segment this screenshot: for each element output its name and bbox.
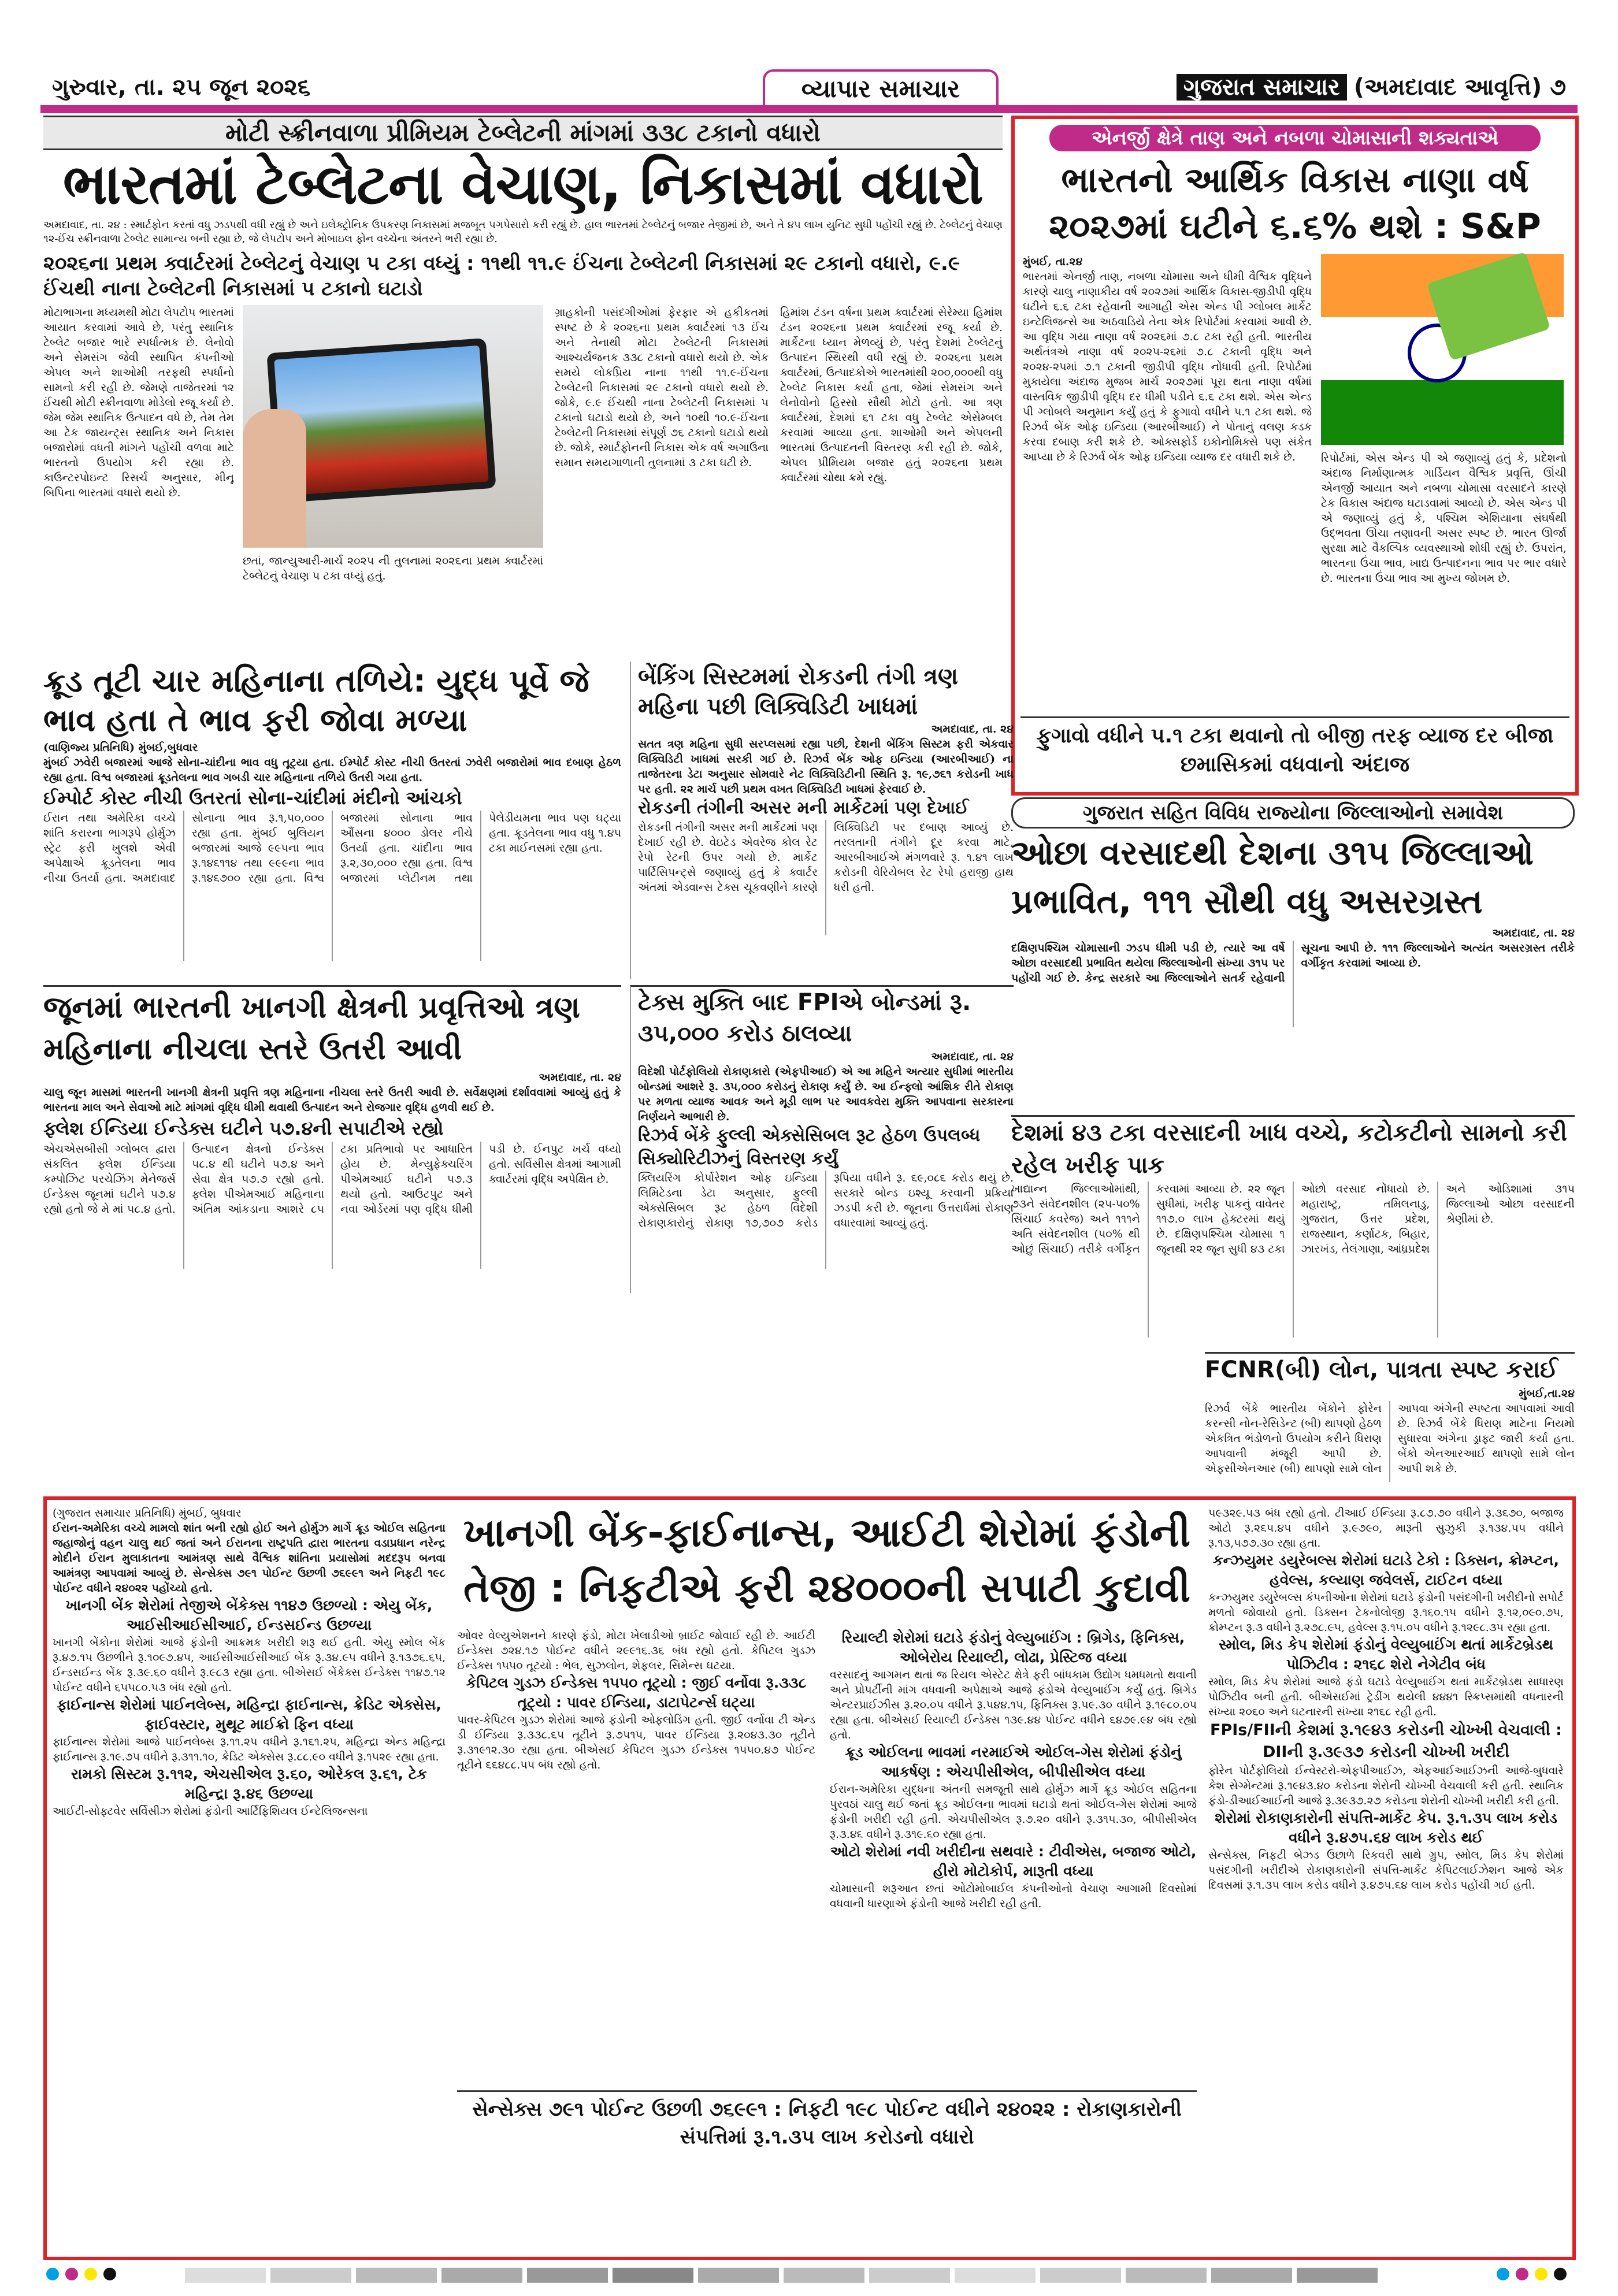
grey-strips (185, 2268, 1382, 2283)
pmi-story (43, 985, 621, 1293)
kharif-headline: દેશમાં ૪૩ ટકા વરસાદની ખાધ વચ્ચે, કટોકટીનો સામનો કરી રહેલ ખરીફ પાક (1011, 1120, 1567, 1179)
market-right3: સ્મોલ, મિડ કેપ શેરોમાં આજે ફંડો ઘટાડે વેલ્યુબાઈંગ થતાં માર્કેટબ્રેડથ સાધારણ પોઝિટીવ બની હતી. બીએસઈમાં ટ્રેડીંગ થયેલી ૪૪૪૧ સ્ક્રિપ્સમાંથી વધનારની સંખ્યા ૨૦૬૦ અને ઘટનારની સંખ્યા ૨૧૬૮ રહી હતી. (1208, 1675, 1564, 1718)
color-registration-right (1497, 2268, 1570, 2283)
tablet-photo-caption: છતાં, જાન્યુઆરી-માર્ચ ૨૦૨૫ ની તુલનામાં ૨૦૨૬ના પ્રથમ ક્વાર્ટરમાં ટેબ્લેટનું વેચાણ ૫ ટકા વધ્યું હતું. (243, 555, 543, 582)
grey-strip (185, 2268, 266, 2283)
tablet-col3: ગ્રાહકોની પસંદગીઓમાં ફેરફાર એ હકીકતમાં સ્પષ્ટ છે કે ૨૦૨૬ના પ્રથમ ક્વાર્ટરમાં ૧૩ ઈંચ અને તેનાથી મોટા ટેબ્લેટની નિકાસમાં આશ્ચર્યજનક ૩૩૮ ટકાનો વધારો થયો છે. એક સમયે લોકપ્રિય નાના ૧૧થી ૧૧.૯-ઈંચના ટેબ્લેટની નિકાસમાં ૨૯ ટકાનો વધારો થયો છે. જોકે, ૯.૯ ઈંચથી નાના ટેબ્લેટની નિકાસમાં ૫ ટકાનો ઘટાડો થયો છે, અને ૧૦થી ૧૦.૯-ઈંચના ટેબ્લેટની નિકાસમાં સંપૂર્ણ ૭૬ ટકાનો ઘટાડો થયો છે. જોકે, સ્માર્ટફોનની નિકાસ એક વર્ષ અગાઉના સમાન સમયગાળાની તુલનામાં ૩ ટકા ઘટી છે. (555, 306, 769, 469)
pmi-body: એચએસબીસી ગ્લોબલ દ્વારા સંકલિત ફ્લેશ ઈન્ડિયા કમ્પોઝિટ પરચેઝિંગ મેનેજર્સ ઈન્ડેક્સ જૂનમાં ઘટીને ૫૭.૪ રહ્યો હતો જે મે માં ૫૮.૪ હતો. ઉત્પાદન ક્ષેત્રનો ઈન્ડેક્સ ૫૮.૪ થી ઘટીને ૫૭.૪ અને સેવા ક્ષેત્ર ૫૭.૭ રહ્યો હતો. ફ્લેશ પીએમઆઈ મહિનાના અંતિમ આંકડાના આશરે ૮૫ ટકા પ્રતિભાવો પર આધારિત હોય છે. મેન્યુફેક્ચરિંગ પીએમઆઈ ઘટીને ૫૭.૩ થયો હતો. આઉટપુટ અને નવા ઓર્ડરમાં પણ વૃદ્ધિ ધીમી પડી છે. ઈનપુટ ખર્ચ વધ્યો હતો. સર્વિસીસ ક્ષેત્રમાં આગામી ક્વાર્ટરમાં વૃદ્ધિ અપેક્ષિત છે. (43, 1143, 621, 1216)
grey-strip (1297, 2268, 1378, 2283)
market-credit: (ગુજરાત સમાચાર પ્રતિનિધિ) મુંબઈ, બુધવાર (53, 1507, 242, 1519)
magenta-dot (65, 2268, 78, 2280)
market-sub5: રિયાલ્ટી શેરોમાં ઘટાડે ફંડોનું વેલ્યુબાઈંગ : બ્રિગેડ, ફિનિક્સ, ઓબેરોય રિયાલ્ટી, લોઢા, પ્રેસ્ટિજ વધ્યા (841, 1629, 1185, 1666)
fpi-story (630, 985, 1014, 1293)
market-mid4: ઈરાન-અમેરિકા યુદ્ધના અંતની સમજૂતી સાથે હોર્મુઝ માર્ગે ક્રૂડ ઓઈલ સહિતના પુરવઠાં ચાલુ થઈ જતાં ક્રૂડ ઓઈલના ભાવમાં ઘટાડો થતાં ઓઈલ-ગેસ શેરોમાં આજે ફંડોની ખરીદી રહી હતી. એચપીસીએલ રૂ.૭.૨૦ વધીને રૂ.૩૧૫.૩૦, બીપીસીએલ રૂ.૩.૪૬ વધીને રૂ.૩૧૯.૬૦ રહ્યા હતા. (830, 1783, 1197, 1841)
fpi-headline: ટેક્સ મુક્તિ બાદ FPIએ બોન્ડમાં રૂ. ૩૫,૦૦૦ કરોડ ઠાલવ્યા (638, 989, 971, 1047)
market-left-col (53, 1506, 446, 2251)
tablet-story (43, 116, 1003, 656)
market-mid: ઓવર વેલ્યુએશનને કારણે ફંડો, મોટા ખેલાડીઓ બ્રાઈટ જોવાઈ રહી છે. આઈટી ઈન્ડેક્સ ૭૨૪.૧૭ પોઈન્ટ વધીને ૨૯૯૧૬.૩૬ બંધ રહ્યો હતો. કેપિટલ ગુડઝ ઈન્ડેક્સ ૧૫૫૦ તૂટયો : ભેલ, સુઝલોન, શેફલર, સિમેન્સ ઘટયા. (457, 1629, 815, 1672)
grey-strip (613, 2268, 693, 2283)
black-dot (1554, 2268, 1567, 2280)
market-right-col (1208, 1506, 1564, 2251)
economy-puzzle-image (1321, 254, 1564, 445)
pmi-dateline: અમદાવાદ, તા. ૨૪ (539, 1071, 621, 1084)
gdp-bottom-head: ફુગાવો વધીને ૫.૧ ટકા થવાનો તો બીજી તરફ વ્યાજ દર બીજા છમાસિકમાં વધવાનો અંદાજ (1020, 716, 1569, 779)
market-left4: આઈટી-સોફ્ટવેર સર્વિસીઝ શેરોમાં ફંડોની આર્ટિફિશિયલ ઈન્ટેલિજન્સના (53, 1805, 368, 1818)
market-sub11: શેરોમાં રોકાણકારોની સંપત્તિ-માર્કેટ કેપ. રૂ.૧.૩૫ લાખ કરોડ વધીને રૂ.૪૭૫.૬૪ લાખ કરોડ થઈ (1215, 1810, 1557, 1846)
gold-lead: મુંબઈ ઝવેરી બજારમાં આજે સોના-ચાંદીના ભાવ વધુ તૂટ્યા હતા. ઈમ્પોર્ટ કોસ્ટ નીચી ઉતરતાં ઝવેરી બજારોમાં ભાવ દબાણ હેઠળ રહ્યા હતા. વિશ્વ બજારમાં ક્રૂડતેલના ભાવ ગબડી ચાર મહિનાના તળિયે ઉતરી ગયા હતા. (43, 756, 621, 784)
bank-subhead: રોકડની તંગીની અસર મની માર્કેટમાં પણ દેખાઈ (638, 798, 969, 818)
market-mid-right (830, 1628, 1197, 2090)
market-mid-left (457, 1628, 815, 2090)
grey-strip (869, 2268, 950, 2283)
fpi-body: વિદેશી પોર્ટફોલિયો રોકાણકારો (એફપીઆઈ) એ આ મહિને અત્યાર સુધીમાં ભારતીય બોન્ડમાં આશરે રૂ. ૩૫,૦૦૦ કરોડનું રોકાણ કર્યું છે. આ ઈન્ફ્લો આંશિક રીતે રોકાણ પર મળતા વ્યાજ આવક અને મૂડી લાભ પર આવકવેરા મુક્તિ આપવાના સરકારના નિર્ણયને આભારી છે. (638, 1065, 1014, 1123)
market-left-text: ઈરાન-અમેરિકા વચ્ચે મામલો શાંત બની રહ્યો હોઈ અને હોર્મુઝ માર્ગે ક્રૂડ ઓઈલ સહિતના જહાજોનું વહન ચાલુ થઈ જતાં અને ઈરાનના રાષ્ટ્રપતિ દ્વારા ભારતના વડાપ્રધાન નરેન્દ્ર મોદીને ઈરાન મુલાકાતના આમંત્રણ સાથે વૈશ્વિક શાંતિના પ્રયાસોમાં મદદરૂપ બનવા આમંત્રણ આપવામાં આવ્યું છે. સેન્સેક્સ ૭૯૧ પોઈન્ટ ઉછળી ૭૬૯૯૧ અને નિફટી ૧૯૮ પોઈન્ટ વધીને ૨૪૦૨૨ પહોંચ્યો હતો. (53, 1522, 446, 1595)
bank-body2: રોકડની તંગીની અસર મની માર્કેટમાં પણ દેખાઈ રહી છે. વેઇટેડ એવરેજ કોલ રેટ રેપો રેટની ઉપર ગયો છે. માર્કેટ પાર્ટિસિપન્ટ્સે જણાવ્યું હતું કે ક્વાર્ટર અંતમાં એડવાન્સ ટેક્સ ચૂકવણીને કારણે લિક્વિડિટી પર દબાણ આવ્યું છે. તરલતાની તંગીને દૂર કરવા માટે, આરબીઆઈએ મંગળવારે રૂ. ૧.૪૧ લાખ કરોડની વેરિયેબલ રેટ રેપો હરાજી હાથ ધરી હતી. (638, 821, 1014, 894)
gold-subhead: ઈમ્પોર્ટ કોસ્ટ નીચી ઉતરતાં સોના-ચાંદીમાં મંદીનો આંચકો (43, 787, 462, 809)
gdp-headline: ભારતનો આર્થિક વિકાસ નાણા વર્ષ ૨૦૨૭માં ઘટીને ૬.૬% થશે : S&P (1049, 160, 1541, 247)
fcnr-headline: FCNR(બી) લોન, પાત્રતા સ્પષ્ટ કરાઈ (1205, 1357, 1558, 1383)
market-left3: ફાઈનાન્સ શેરોમાં આજે પાઈનલેબ્સ રૂ.૧૧.૨૫ વધીને રૂ.૧૬૧.૨૫, મહિન્દ્રા એન્ડ મહિન્દ્રા ફાઈનાન્સ રૂ.૧૯.૭૫ વધીને રૂ.૩૧૧.૧૦, ક્રેડિટ એક્સેસ રૂ.૮૮.૯૦ વધીને રૂ.૧૫૨૯ રહ્યા હતા. (53, 1736, 446, 1763)
gold-credit: (વાણિજ્ય પ્રતિનિધિ) મુંબઈ,બુધવાર (43, 741, 198, 754)
yellow-dot (1535, 2268, 1548, 2280)
gdp-dateline: મુંબઈ, તા.૨૪ (1023, 255, 1083, 268)
hand-image (243, 409, 306, 548)
grey-strip (1040, 2268, 1121, 2283)
pmi-lead: ચાલુ જૂન માસમાં ભારતની ખાનગી ક્ષેત્રની પ્રવૃત્તિ ત્રણ મહિનાના નીચલા સ્તરે ઉતરી આવી છે. સર્વેક્ષણમાં દર્શાવવામાં આવ્યું હતું કે ભારતના માલ અને સેવાઓ માટે માંગમાં વૃદ્ધિ ધીમી થવાથી ઉત્પાદન અને રોજગાર વૃદ્ધિ હળવી થઈ છે. (43, 1086, 621, 1114)
fcnr-body: રિઝર્વ બેંકે ભારતીય બેંકોને ફોરેન કરન્સી નોન-રેસિડેન્ટ (બી) થાપણો હેઠળ એકત્રિત ભંડોળનો ઉપયોગ કરીને ધિરાણ આપવાની મંજૂરી આપી છે. એફસીએનઆર (બી) થાપણો સામે લોન આપવા અંગેની સ્પષ્ટતા આપવામાં આવી છે. રિઝર્વ બેંકે ધિરાણ માટેના નિયમો સુધારવા અંગેના ડ્રાફ્ટ જારી કર્યા હતા. બેંકો એનઆરઆઈ થાપણો સામે લોન આપી શકે છે. (1205, 1402, 1575, 1475)
bank-dateline: અમદાવાદ, તા. ૨૪ (931, 723, 1014, 735)
fpi-subhead: રિઝર્વ બેંકે ફુલ્લી એક્સેસિબલ રૂટ હેઠળ ઉપલબ્ધ સિક્યોરિટીઝનું વિસ્તરણ કર્યું (638, 1125, 981, 1169)
districts-kicker: ગુજરાત સહિત વિવિધ રાજ્યોના જિલ્લાઓનો સમાવેશ (1011, 797, 1575, 829)
fpi-body2: ક્લિયરિંગ કોર્પોરેશન ઓફ ઇન્ડિયા લિમિટેડના ડેટા અનુસાર, ફુલ્લી એક્સેસિબલ રૂટ હેઠળ વિદેશી રોકાણકારોનું રોકાણ ૧૭,૭૦૭ કરોડ રૂપિયા વધીને રૂ. ૬૯,૦૮૬ કરોડ થયું છે. સરકારે બોન્ડ ઇશ્યૂ કરવાની પ્રક્રિયા ઝડપી કરી છે. જૂનના ઉત્તરાર્ધમાં રોકાણ વધારવામાં આવ્યું હતું. (638, 1172, 1014, 1229)
fcnr-story (1205, 1352, 1575, 1492)
kharif-body: ખાદ્યાન્ન જિલ્લાઓમાંથી, ૭૩ને સંવેદનશીલ (૨૫-૫૦% સિંચાઈ કવરેજ) અને ૧૧૧ને અતિ સંવેદનશીલ (૫૦% થી ઓછું સિંચાઈ) તરીકે વર્ગીકૃત કરવામાં આવ્યા છે. ૨૨ જૂન સુધીમાં, ખરીફ પાકનું વાવેતર ૧૧૭.૦ લાખ હેક્ટરમાં થયું છે. દક્ષિણપશ્ચિમ ચોમાસા ૧ જૂનથી ૨૨ જૂન સુધી ૪૩ ટકા ઓછો વરસાદ નોંધાયો છે. મહારાષ્ટ્ર, તમિલનાડુ, ગુજરાત, ઉત્તર પ્રદેશ, રાજસ્થાન, કર્ણાટક, બિહાર, ઝારખંડ, તેલંગાણા, આંધ્રપ્રદેશ અને ઓડિશામાં ૩૧૫ જિલ્લાઓ ઓછા વરસાદની શ્રેણીમાં છે. (1011, 1183, 1575, 1255)
cyan-dot (1497, 2268, 1509, 2280)
market-right: ૫૯૩૨૯.૫૩ બંધ રહ્યો હતો. ટીઆઈ ઈન્ડિયા રૂ.૮૭.૭૦ વધીને રૂ.૩૬૭૦, બજાજ ઓટો રૂ.૨૬૫.૪૫ વધીને રૂ.૯૭૯૦, મારૂતી સુઝુકી રૂ.૧૩૪.૫૫ વધીને રૂ.૧૩,૫૭૭.૩૦ રહ્યા હતા. (1208, 1507, 1564, 1550)
market-right2: કન્ઝયુમર ડયુરેબલ્સ કંપનીઓના શેરોમાં ઘટાડે ફંડોની પસંદગીની ખરીદીનો સપોર્ટ મળતો જોવાયો હતો. ડિક્સન ટેકનોલોજી રૂ.૧૬૦.૧૫ વધીને રૂ.૧૨,૦૯૦.૭૫, ક્રોમ્પ્ટન રૂ.૩ વધીને રૂ.૨૭૮.૯૫, હવેલ્સ રૂ.૧૫.૦૫ વધીને રૂ.૧૨૯૮.૩૫ રહ્યા હતા. (1208, 1591, 1564, 1634)
market-sub7: ઓટો શેરોમાં નવી ખરીદીના સથવારે : ટીવીએસ, બજાજ ઓટો, હીરો મોટોકોર્પ, મારૂતી વધ્યા (830, 1843, 1197, 1879)
market-center (457, 1506, 1197, 2151)
market-banner: સેન્સેક્સ ૭૯૧ પોઈન્ટ ઉછળી ૭૬૯૯૧ : નિફટી ૧૯૮ પોઈન્ટ વધીને ૨૪૦૨૨ : રોકાણકારોની સંપત્તિમાં રૂ.૧.૩૫ લાખ કરોડનો વધારો (457, 2090, 1197, 2151)
bank-body: સતત ત્રણ મહિના સુધી સરપ્લસમાં રહ્યા પછી, દેશની બેંકિંગ સિસ્ટમ ફરી એકવાર લિક્વિડિટી ખાધમાં સરકી ગઈ છે. રિઝર્વ બેંક ઓફ ઇન્ડિયા (આરબીઆઈ) ના તાજેતરના ડેટા અનુસાર સોમવારે નેટ લિક્વિડિટીની સ્થિતિ રૂ. ૧૯,૭૬૧ કરોડની ખાધ પર હતી. ૨૨ માર્ચ પછી પ્રથમ વખત લિક્વિડિટી ખાધમાં ફેરવાઈ છે. (638, 738, 1014, 796)
kharif-story (1011, 1115, 1575, 1348)
grey-strip (356, 2268, 437, 2283)
tablet-kicker: મોટી સ્ક્રીનવાળા પ્રીમિયમ ટેબ્લેટની માંગમાં ૩૩૮ ટકાનો વધારો (43, 116, 1003, 150)
market-sub9: સ્મોલ, મિડ કેપ શેરોમાં ફંડોનું વેલ્યુબાઈંગ થતાં માર્કેટબ્રેડથ પોઝિટીવ : ૨૧૬૮ શેરો નેગેટીવ બંધ (1219, 1636, 1553, 1673)
districts-dateline: અમદાવાદ, તા. ૨૪ (1492, 927, 1575, 939)
market-story (43, 1496, 1576, 2260)
market-sub4: કેપિટલ ગુડઝ ઈન્ડેક્સ ૧૫૫૦ તૂટ્યો : જીઈ વર્નોવા રૂ.૩૩૮ તૂટ્યો : પાવર ઈન્ડિયા, ડાટાપેટર્ન્સ ઘટ્યા (466, 1674, 807, 1711)
date-line: ગુરુવાર, તા. ૨૫ જૂન ૨૦૨૬ (52, 74, 311, 101)
gold-story (43, 662, 621, 979)
grey-strip (955, 2268, 1036, 2283)
grey-strip (527, 2268, 608, 2283)
market-sub10: FPIs/FIIની કેશમાં રૂ.૧૯૪૩ કરોડની ચોખ્ખી વેચવાલી : DIIની રૂ.૩૯૩૭ કરોડની ચોખ્ખી ખરીદી (1210, 1721, 1562, 1761)
gold-headline: ક્રૂડ તૂટી ચાર મહિનાના તળિયે: યુદ્ધ પૂર્વે જે ભાવ હતા તે ભાવ ફરી જોવા મળ્યા (43, 663, 589, 738)
gold-body: ઈરાન તથા અમેરિકા વચ્ચે શાંતિ કરારના ભાગરૂપે હોર્મુઝ સ્ટ્રેટ ફરી ખુલશે એવી અપેક્ષાએ ક્રૂડતેલના ભાવ નીચા ઉતર્યા હતા. અમદાવાદ સોનાના ભાવ રૂ.૧,૫૦,૦૦૦ રહ્યા હતા. મુંબઈ બુલિયન બજારમાં આજે ૯૯૫ના ભાવ રૂ.૧૪૬૧૧૪ તથા ૯૯૯ના ભાવ રૂ.૧૪૬૭૦૦ રહ્યા હતા. વિશ્વ બજારમાં સોનાના ભાવ ઔંસના ૪૦૦૦ ડોલર નીચે ઉતર્યા હતા. ચાંદીના ભાવ રૂ.૨,૩૦,૦૦૦ રહ્યા હતા. વિશ્વ બજારમાં પ્લેટીનમ તથા પેલેડીયમના ભાવ પણ ઘટ્યા હતા. ક્રૂડતેલના ભાવ વધુ ૧.૪૫ ટકા માઈનસમાં રહ્યા હતા. (43, 812, 621, 885)
market-headline: ખાનગી બેંક-ફાઈનાન્સ, આઈટી શેરોમાં ફંડોની તેજી : નિફટીએ ફરી ૨૪૦૦૦ની સપાટી કુદાવી (463, 1510, 1191, 1611)
market-mid3: વરસાદનું આગમન થતાં જ રિયલ એસ્ટેટ ક્ષેત્રે ફરી બાંધકામ ઉદ્યોગ ધમધમતો થવાની અને પ્રોપર્ટીની માંગ વધવાની અપેક્ષાએ આજે ફંડોએ વેલ્યુબાઈંગ કર્યું હતું. બ્રિગેડ એન્ટરપ્રાઈઝીસ રૂ.૨૦.૦૫ વધીને રૂ.૫૪૪.૧૫, ફિનિક્સ રૂ.૫૯.૩૦ વધીને રૂ.૧૯૮૦.૦૫ રહ્યા હતા. બીએસઈ રિયાલ્ટી ઈન્ડેક્સ ૧૩૯.૪૪ પોઈન્ટ વધીને ૬૪૭૯.૯૪ બંધ રહ્યો હતો. (830, 1669, 1197, 1741)
tablet-photo (243, 305, 543, 548)
grey-strip (1126, 2268, 1207, 2283)
market-right5: સેન્સેક્સ, નિફટી બેઝડ ઉછાળે રિકવરી સાથે ગ્રુપ, સ્મોલ, મિડ કેપ શેરોમાં પસંદગીની ખરીદીએ રોકાણકારોની સંપત્તિ-માર્કેટ કેપિટલાઈઝેશન આજે એક દિવસમાં રૂ.૧.૩૫ લાખ કરોડ વધીને રૂ.૪૭૫.૬૪ લાખ કરોડ પહોંચી ગઈ હતી. (1208, 1849, 1564, 1892)
districts-story (1011, 797, 1575, 1109)
fpi-dateline: અમદાવાદ, તા. ૨૪ (931, 1050, 1014, 1063)
page-header (40, 69, 1578, 105)
grey-strip (1211, 2268, 1292, 2283)
tablet-lead: અમદાવાદ, તા. ૨૪ : સ્માર્ટફોન કરતાં વધુ ઝડપથી વધી રહ્યું છે અને ઇલેક્ટ્રોનિક ઉપકરણ નિકાસમાં મજબૂત પગપેસારો કરી રહ્યું છે. હાલ ભારતમાં ટેબ્લેટનું બજાર તેજીમાં છે, અને તે ૪૫ લાખ યુનિટ સુધી પહોંચી રહ્યું છે. ટેબ્લેટનું વેચાણ ૧૨-ઈંચ સ્ક્રીનવાળા ટેબ્લેટ સામાન્ય બની રહ્યા છે, જે લેપટોપ અને મોબાઇલ ફોન વચ્ચેના અંતરને ભરી રહ્યા છે. (43, 219, 1003, 245)
black-dot (103, 2268, 116, 2280)
edition-label: (અમદાવાદ આવૃત્તિ) ૭ (1353, 74, 1566, 101)
gdp-story (1011, 116, 1579, 796)
grey-strip (270, 2268, 351, 2283)
gdp-body-text: ભારતમાં એનર્જી તાણ, નબળા ચોમાસા અને ધીમી વૈશ્વિક વૃદ્ધિને કારણે ચાલુ નાણાકીય વર્ષ ૨૦૨૭માં આર્થિક વિકાસ-જીડીપી વૃદ્ધિ ઘટીને ૬.૬ ટકા રહેવાની આગાહી એસ એન્ડ પી ગ્લોબલ માર્કેટ ઇન્ટેલિજન્સે આ અઠવાડિયે તેના એક રિપોર્ટમાં કરવામાં આવી છે. આ વૃદ્ધિ ગયા નાણા વર્ષ ૨૦૨૬માં ૭.૮ ટકા રહી હતી. ભારતીય અર્થતંત્રએ નાણા વર્ષ ૨૦૨૫-૨૬માં ૭.૮ ટકાની વૃદ્ધિ અને ૨૦૨૪-૨૫માં ૭.૧ ટકાની જીડીપી વૃદ્ધિ નોંધાવી હતી. રિપોર્ટમાં મુકાયેલા અંદાજ મુજબ માર્ચ ૨૦૨૭માં પૂરા થતા નાણા વર્ષમાં વાસ્તવિક જીડીપી વૃદ્ધિ દર ધીમી પડીને ૬.૬ ટકા થશે. એસ એન્ડ પી ગ્લોબલે અનુમાન કર્યું હતું કે ફુગાવો વધીને ૫.૧ ટકા થશે. જે રિઝર્વ બેંક ઓફ ઇન્ડિયા (આરબીઆઈ) ને પોતાનું વલણ કડક કરવા દબાણ કરી શકે છે. ઓક્સફોર્ડ ઇકોનોમિક્સે પણ સંકેત આપ્યા છે કે રિઝર્વ બેંક ઓફ ઇન્ડિયા વ્યાજ દર વધારી શકે છે. (1023, 270, 1312, 463)
masthead (1177, 74, 1566, 101)
gdp-body (1023, 254, 1312, 716)
market-sub2: ફાઈનાન્સ શેરોમાં પાઈનલેબ્સ, મહિન્દ્રા ફાઈનાન્સ, ક્રેડિટ એક્સેસ, ફાઈવસ્ટાર, મુથૂટ માઈક્રો ફિન વધ્યા (57, 1696, 441, 1733)
market-sub8: કન્ઝયુમર ડયુરેબલ્સ શેરોમાં ઘટાડે ટેકો : ડિક્સન, ક્રોમ્પ્ટન, હવેલ્સ, કલ્યાણ જવેલર્સ, ટાઈટન વધ્યા (1212, 1552, 1560, 1588)
pmi-subhead: ફ્લેશ ઈન્ડિયા ઈન્ડેક્સ ઘટીને ૫૭.૪ની સપાટીએ રહ્યો (43, 1117, 444, 1139)
grey-strip (441, 2268, 522, 2283)
fcnr-dateline: મુંબઈ,તા.૨૪ (1519, 1387, 1575, 1400)
grey-strip (698, 2268, 779, 2283)
tablet-headline: ભારતમાં ટેબ્લેટના વેચાણ, નિકાસમાં વધારો (63, 152, 983, 217)
market-mid-cols (457, 1628, 1197, 2090)
market-right4: ફોરેન પોર્ટફોલિયો ઈન્વેસ્ટરો-એફપીઆઈઝ, એફઆઈઆઈઝની આજે-બુધવારે કેશ સેગ્મેન્ટમાં રૂ.૧૯૪૩.૪૦ કરોડના શેરોની ચોખ્ખી વેચવાલી કરી હતી. સ્થાનિક ફંડો-ડીઆઈઆઈની આજે રૂ.૩૯૩૭.૨૭ કરોડના શેરોની ચોખ્ખી ખરીદી કરી હતી. (1208, 1764, 1564, 1807)
grey-strip (784, 2268, 864, 2283)
bank-story (630, 662, 1014, 979)
gdp-kicker: એનર્જી ક્ષેત્રે તાણ અને નબળા ચોમાસાની શક્યતાએ (1049, 125, 1541, 151)
market-sub1: ખાનગી બેંક શેરોમાં તેજીએ બેંકેક્સ ૧૧૪૭ ઉછળ્યો : એયુ બેંક, આઈસીઆઈસીઆઈ, ઈન્ડસઈન્ડ ઉછળ્યા (65, 1597, 433, 1633)
tablet-subhead: ૨૦૨૬ના પ્રથમ ક્વાર્ટરમાં ટેબ્લેટનું વેચાણ ૫ ટકા વધ્યું : ૧૧થી ૧૧.૯ ઈંચના ટેબ્લેટની નિકાસમાં ૨૯ ટકાનો વધારો, ૯.૯ ઈંચથી નાના ટેબ્લેટની નિકાસમાં ૫ ટકાનો ઘટાડો (43, 252, 960, 300)
market-mid5: ચોમાસાની શરૂઆત છતાં ઓટોમોબાઈલ કંપનીઓનો વેચાણ આગામી દિવસોમાં વધવાની ધારણાએ ફંડોની આજે ખરીદી રહી હતી. (830, 1882, 1197, 1910)
cyan-dot (46, 2268, 59, 2280)
tablet-col4: હિમાંશ ટંડન વર્ષના પ્રથમ ક્વાર્ટરમાં સેરેમ્યા હિમાંશ ટંડન ૨૦૨૬ના પ્રથમ ક્વાર્ટરમાં રજૂ કર્યા છે. માર્કેટના ધ્યાન મેળવ્યું છે, પરંતુ દેશમાં ટેબ્લેટનું ઉત્પાદન સ્થિરથી વધી રહ્યું છે. ૨૦૨૬ના પ્રથમ ક્વાર્ટરમાં, ઉત્પાદકોએ ભારતમાંથી ૨૦૦,૦૦૦થી વધુ ટેબ્લેટ નિકાસ કર્યા હતા, જેમાં સેમસંગ અને લેનોવોનો હિસ્સો સૌથી મોટો હતો. આ ત્રણ ક્વાર્ટરમાં, દેશમાં ૬૧ ટકા વધુ ટેબ્લેટ એસેમ્બલ કરવામાં આવ્યા હતા. શાઓમી અને એપલની ભારતમાં ઉત્પાદનની વિસ્તરણ કરી રહી છે. જોકે, એપલ પ્રીમિયમ બજાર હતું ૨૦૨૬ના પ્રથમ ક્વાર્ટરમાં ચોથા ક્રમે રહ્યું. (780, 306, 1003, 484)
magenta-dot (1516, 2268, 1528, 2280)
bank-headline: બેંકિંગ સિસ્ટમમાં રોકડની તંગી ત્રણ મહિના પછી લિક્વિડિટી ખાધમાં (638, 663, 958, 720)
pmi-headline: જૂનમાં ભારતની ખાનગી ક્ષેત્રની પ્રવૃત્તિઓ ત્રણ મહિનાના નીચલા સ્તરે ઉતરી આવી (43, 990, 580, 1067)
yellow-dot (84, 2268, 97, 2280)
gdp-side: રિપોર્ટમાં, એસ એન્ડ પી એ જણાવ્યું હતું કે, પ્રદેશનો અંદાજ નિર્માણાત્મક ગાર્ડિયન વૈશ્વિક પ્રવૃત્તિ, ઊંચી એનર્જી આયાત અને નબળા ચોમાસા વરસાદને કારણે ટેક વિકાસ અંદાજ ઘટાડવામાં આવ્યો છે. એસ એન્ડ પી એ જણાવ્યું હતું કે, પશ્ચિમ એશિયાના સંઘર્ષથી ઉદ્ભવતા ઊંચા તણાવની અસર સ્પષ્ટ છે. ભારત ઊર્જા સુરક્ષા માટે વૈકલ્પિક વ્યવસ્થાઓ શોધી રહ્યું છે. ઉપરાંત, ભારતના ઉંચા ભાવ, ખાદ્ય ઉત્પાદનના ભાવ પર ભાર વધારે છે. ભારતના ઉંચા ભાવ આ મુખ્ય જોખમ છે. (1321, 452, 1567, 585)
districts-body: દક્ષિણપશ્ચિમ ચોમાસાની ઝડપ ધીમી પડી છે, ત્યારે આ વર્ષે ઓછા વરસાદથી પ્રભાવિત થયેલા જિલ્લાઓની સંખ્યા ૩૧૫ પર પહોંચી ગઈ છે. કેન્દ્ર સરકારે આ જિલ્લાઓને સતર્ક રહેવાની સૂચના આપી છે. ૧૧૧ જિલ્લાઓને અત્યંત અસરગ્રસ્ત તરીકે વર્ગીકૃત કરવામાં આવ્યા છે. (1011, 942, 1575, 984)
market-sub3: રામકો સિસ્ટમ રૂ.૧૧૨, એચસીએલ રૂ.૬૦, ઓરેકલ રૂ.૬૧, ટેક મહિન્દ્રા રૂ.૪૬ ઉછળ્યા (71, 1766, 427, 1802)
market-left2: ખાનગી બેંકોના શેરોમાં આજે ફંડોની આક્રમક ખરીદી શરૂ થઈ હતી. એયુ સ્મોલ બેંક રૂ.૪૭.૧૫ ઉછળીને રૂ.૧૦૯૭.૪૫, આઈસીઆઈસીઆઈ બેંક રૂ.૩૪.૯૫ વધીને રૂ.૧૩૭૬.૬૫, ઈન્ડસઈન્ડ બેંક રૂ.૩૯.૬૦ વધીને રૂ.૯૮૩ રહ્યા હતા. બીએસઈ બેંકેક્સ ઈન્ડેક્સ ૧૧૪૭.૧૨ પોઈન્ટ વધીને ૬૫૫૮૦.૫૩ બંધ રહ્યો હતો. (53, 1636, 446, 1694)
tablet-col1: મોટાભાગના મધ્યમથી મોટા લેપટોપ ભારતમાં આયાત કરવામાં આવે છે, પરંતુ સ્થાનિક ટેબ્લેટ બજાર ભારે સ્પર્ધાત્મક છે. લેનોવો અને સેમસંગ જેવી સ્થાપિત કંપનીઓ એપલ અને શાઓમી તરફથી સ્પર્ધાનો સામનો કરી રહી છે. જેમણે તાજેતરમાં ૧૨ ઈંચથી મોટી સ્ક્રીનવાળા મોડેલો રજૂ કર્યા છે. જેમ જેમ સ્થાનિક ઉત્પાદન વધે છે, તેમ તેમ આ ટેક જાયન્ટ્સ સ્થાનિક અને નિકાસ બજારોમાં વધતી માંગને પહોંચી વળવા માટે ભારતનો ઉપયોગ કરી રહ્યા છે. કાઉન્ટરપોઇન્ટ રિસર્ચ અનુસાર, મીનૂ બિપિના ભારતમાં વધારો થયો છે. (43, 306, 234, 499)
masthead-logo: ગુજરાત સમાચાર (1177, 74, 1347, 101)
market-mid2: પાવર-કેપિટલ ગુડઝ શેરોમાં આજે ફંડોની ઓફલોડિંગ હતી. જીઈ વર્નોવા ટી એન્ડ ડી ઈન્ડિયા રૂ.૩૩૮.૬૫ તૂટીને રૂ.૭૫૧૫, પાવર ઈન્ડિયા રૂ.૨૦૪૩.૩૦ તૂટીને રૂ.૩૧૯૧૨.૩૦ રહ્યા હતા. બીએસઈ કેપિટલ ગુડઝ ઈન્ડેક્સ ૧૫૫૦.૪૭ પોઈન્ટ તૂટીને ૬૬૪૮૮.૫૫ બંધ રહ્યો હતો. (457, 1714, 815, 1771)
districts-headline: ઓછા વરસાદથી દેશના ૩૧૫ જિલ્લાઓ પ્રભાવિત, ૧૧૧ સૌથી વધુ અસરગ્રસ્ત (1011, 833, 1534, 921)
header-rule (40, 105, 1578, 113)
market-sub6: ક્રૂડ ઓઈલના ભાવમાં નરમાઈએ ઓઈલ-ગેસ શેરોમાં ફંડોનું આકર્ષણ : એચપીસીએલ, બીપીસીએલ વધ્યા (845, 1744, 1182, 1780)
color-registration-left (46, 2268, 120, 2283)
section-tab: વ્યાપાર સમાચાર (763, 69, 999, 106)
